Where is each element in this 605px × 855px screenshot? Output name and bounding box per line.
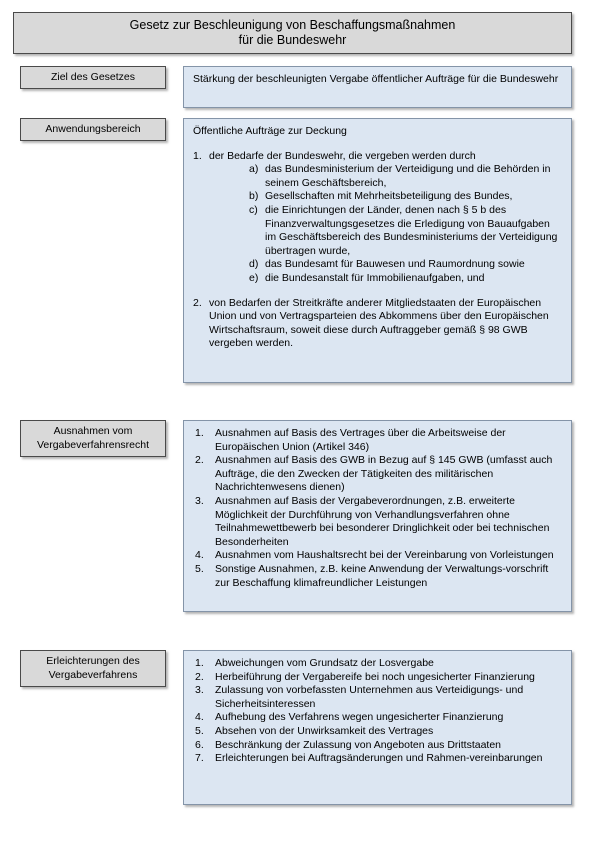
list-item-index: 7.: [195, 752, 204, 765]
list-item-index: 3.: [195, 684, 204, 697]
list-item-index: 6.: [195, 738, 204, 751]
ziel-text: Stärkung der beschleunigten Vergabe öffentlicher Aufträge für die Bundeswehr: [193, 73, 559, 85]
list-item-text: Abweichungen vom Grundsatz der Losvergabe: [215, 657, 434, 669]
label-ausnahmen: [20, 420, 166, 457]
list-item-text: Ausnahmen vom Haushaltsrecht bei der Vereinbarung von Vorleistungen: [215, 549, 554, 562]
list-item-text: Ausnahmen auf Basis der Vergabeverordnungen, z.B. erweiterte Möglichkeit der Durchführung von Verhandlungsverfahren ohne Teilnahmewettbewerb bei besonderer Dringlichkeit oder bei technischen Besonderheiten: [215, 494, 550, 548]
list-item-text: Sonstige Ausnahmen, z.B. keine Anwendung der Verwaltungs-vorschrift zur Beschaffung klimafreundlicher Leistungen: [215, 562, 549, 589]
list-item: [193, 549, 563, 563]
list-item-text: Aufhebung des Verfahrens wegen ungesicherter Finanzierung: [215, 711, 504, 724]
anwendungsbereich-subitem-e-letter: e): [249, 271, 259, 284]
anwendungsbereich-subitem-a-text: das Bundesministerium der Verteidigung und die Behörden in seinem Geschäftsbereich,: [265, 163, 551, 189]
list-item-index: 5.: [195, 562, 204, 575]
anwendungsbereich-subitem-a-letter: a): [249, 163, 259, 176]
list-item-text: Herbeiführung der Vergabereife bei noch ungesicherter Finanzierung: [215, 670, 535, 683]
anwendungsbereich-subitem-c-text: die Einrichtungen der Länder, denen nach § 5 b des Finanzverwaltungsgesetzes die Erledigung von Bauaufgaben im Geschäftsbereich des Bundesministeriums der Verteidigung übertragen wurde,: [265, 203, 558, 257]
anwendungsbereich-item-1: [193, 150, 563, 164]
list-item-text: Beschränkung der Zulassung von Angeboten aus Drittstaaten: [215, 738, 502, 751]
list-item: [193, 657, 563, 671]
list-item: [193, 725, 563, 739]
anwendungsbereich-subitem-b-text: Gesellschaften mit Mehrheitsbeteiligung des Bundes,: [265, 190, 513, 203]
anwendungsbereich-subitem-b: [193, 190, 563, 204]
content-ziel-des-gesetzes: [183, 66, 572, 108]
list-item-index: 4.: [195, 711, 204, 724]
anwendungsbereich-item-2-number: 2.: [193, 296, 202, 309]
anwendungsbereich-subitem-d-text: das Bundesamt für Bauwesen und Raumordnung sowie: [265, 258, 525, 271]
label-anwendungsbereich-text: Anwendungsbereich: [45, 122, 141, 135]
list-item: [193, 563, 563, 590]
page-title: [13, 12, 572, 54]
list-item: [193, 495, 563, 549]
anwendungsbereich-subitem-a: [193, 163, 563, 190]
list-item: [193, 711, 563, 725]
list-item: [193, 427, 563, 454]
list-item-index: 1.: [195, 657, 204, 669]
anwendungsbereich-subitem-d: [193, 258, 563, 272]
spacer: [193, 286, 563, 297]
erleichterungen-list: [193, 657, 563, 766]
anwendungsbereich-intro: Öffentliche Aufträge zur Deckung: [193, 125, 347, 137]
label-erleichterungen-line-2: Vergabeverfahrens: [48, 668, 138, 681]
anwendungsbereich-subitem-e: [193, 272, 563, 286]
anwendungsbereich-subitem-e-text: die Bundesanstalt für Immobilienaufgaben, und: [265, 271, 485, 284]
anwendungsbereich-subitem-b-letter: b): [249, 190, 259, 203]
anwendungsbereich-item-2: [193, 297, 563, 351]
list-item: [193, 454, 563, 495]
label-erleichterungen: [20, 650, 166, 687]
list-item: [193, 684, 563, 711]
list-item-index: 2.: [195, 454, 204, 467]
list-item-index: 1.: [195, 427, 204, 439]
label-ziel-des-gesetzes-text: Ziel des Gesetzes: [50, 70, 136, 83]
list-item-text: Absehen von der Unwirksamkeit des Vertrages: [215, 724, 434, 737]
label-anwendungsbereich: [20, 118, 166, 141]
list-item-index: 2.: [195, 670, 204, 683]
content-ausnahmen: [183, 420, 572, 612]
anwendungsbereich-item-1-text: der Bedarfe der Bundeswehr, die vergeben werden durch: [209, 149, 476, 162]
anwendungsbereich-item-2-text: von Bedarfen der Streitkräfte anderer Mitgliedstaaten der Europäischen Union und von Vertragsparteien des Abkommens über den Europäischen Wirtschaftsraum, soweit diese durch Auftraggeber gemäß § 98 GWB vergeben werden.: [209, 296, 549, 350]
anwendungsbereich-subitem-c: [193, 204, 563, 258]
content-erleichterungen: [183, 650, 572, 805]
list-item-text: Ausnahmen auf Basis des GWB in Bezug auf § 145 GWB (umfasst auch Aufträge, die den Zwecken der Tätigkeiten des militärischen Nachrichtenwesens dienen): [215, 454, 553, 494]
content-anwendungsbereich: [183, 118, 572, 383]
anwendungsbereich-subitem-c-letter: c): [249, 203, 258, 216]
list-item-text: Erleichterungen bei Auftragsänderungen und Rahmen-vereinbarungen: [215, 752, 543, 765]
label-ausnahmen-line-2: Vergabeverfahrensrecht: [36, 438, 150, 451]
list-item: [193, 752, 563, 766]
list-item-text: Zulassung von vorbefassten Unternehmen aus Verteidigungs- und Sicherheitsinteressen: [215, 684, 524, 710]
ausnahmen-list: [193, 427, 563, 590]
label-ziel-des-gesetzes: [20, 66, 166, 89]
anwendungsbereich-subitem-d-letter: d): [249, 258, 259, 271]
list-item: [193, 739, 563, 753]
list-item: [193, 671, 563, 685]
page-title-line-2: für die Bundeswehr: [238, 33, 347, 47]
label-erleichterungen-line-1: Erleichterungen des: [46, 655, 140, 667]
list-item-index: 3.: [195, 494, 204, 507]
page-title-line-1: Gesetz zur Beschleunigung von Beschaffungsmaßnahmen: [129, 18, 456, 32]
list-item-index: 5.: [195, 724, 204, 737]
label-ausnahmen-line-1: Ausnahmen vom: [53, 425, 133, 437]
anwendungsbereich-item-1-number: 1.: [193, 149, 202, 162]
spacer: [193, 139, 563, 150]
list-item-index: 4.: [195, 549, 204, 562]
list-item-text: Ausnahmen auf Basis des Vertrages über die Arbeitsweise der Europäischen Union (Artikel 346): [215, 427, 506, 453]
